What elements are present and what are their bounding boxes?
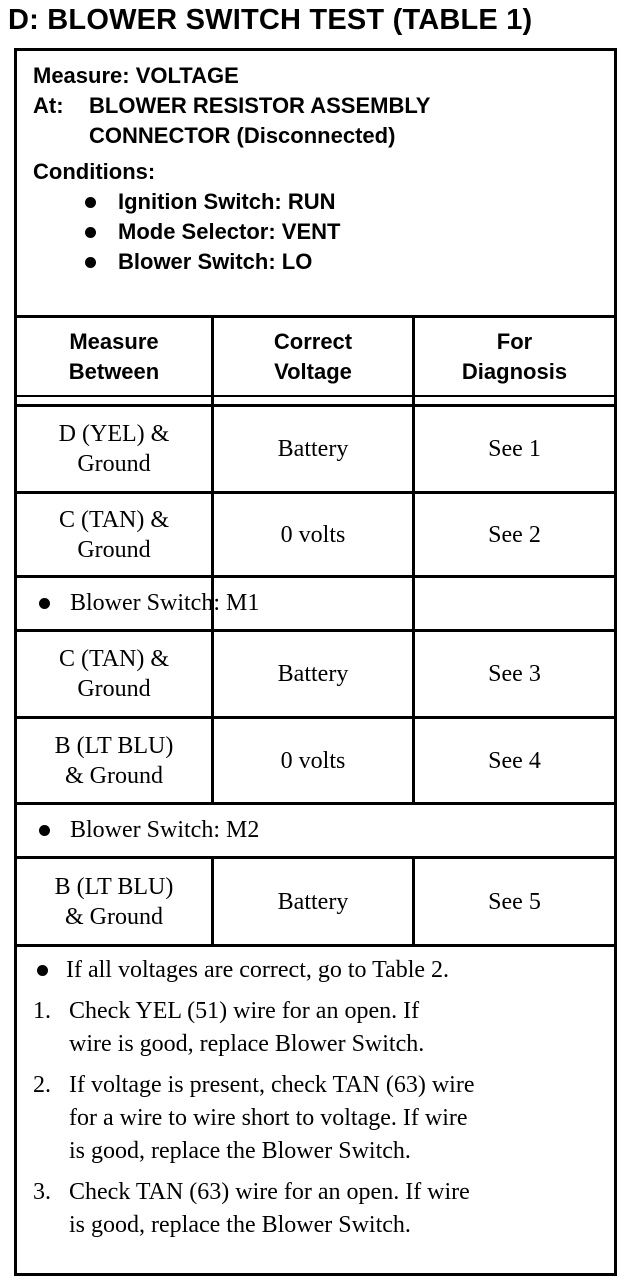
note-number: 2.: [33, 1072, 51, 1098]
cell-for-diagnosis: See 3: [488, 661, 541, 687]
divider: [17, 395, 614, 397]
bullet-icon: [85, 227, 96, 238]
bullet-icon: [37, 965, 48, 976]
conditions-section: [33, 61, 430, 277]
note-number: 1.: [33, 998, 51, 1024]
condition-item: Blower Switch: LO: [85, 247, 430, 277]
at-row: [33, 91, 430, 151]
bullet-icon: [85, 257, 96, 268]
cell-for-diagnosis: See 2: [488, 521, 541, 548]
cell-measure-between: C (TAN) & Ground: [58, 646, 170, 702]
condition-row-m2: Blower Switch: M2: [17, 805, 614, 856]
cell-correct-voltage: Battery: [277, 888, 349, 915]
bullet-icon: [85, 197, 96, 208]
condition-item: Ignition Switch: RUN: [85, 187, 430, 217]
at-line-1: BLOWER RESISTOR ASSEMBLY: [89, 93, 431, 118]
note-item: [33, 1176, 603, 1242]
notes-bullet: If all voltages are correct, go to Table 2.: [33, 954, 603, 987]
conditions-label: Conditions:: [33, 159, 156, 184]
cell-for-diagnosis: See 1: [488, 436, 541, 462]
header-for-diagnosis: For Diagnosis: [461, 328, 568, 384]
header-correct-voltage: Correct Voltage: [273, 328, 353, 384]
page-title: D: BLOWER SWITCH TEST (TABLE 1): [8, 4, 533, 36]
at-line-2: CONNECTOR (Disconnected): [89, 123, 396, 148]
cell-correct-voltage: 0 volts: [280, 521, 346, 548]
condition-item: Mode Selector: VENT: [85, 217, 430, 247]
cell-measure-between: B (LT BLU) & Ground: [54, 732, 174, 789]
note-number: 3.: [33, 1179, 51, 1205]
condition-row-m1: Blower Switch: M1: [17, 578, 614, 629]
cell-correct-voltage: 0 volts: [280, 747, 346, 774]
cell-correct-voltage: Battery: [277, 661, 349, 687]
note-item: [33, 1069, 603, 1168]
measure-label: Measure: VOLTAGE: [33, 63, 239, 88]
notes-section: [33, 954, 603, 1250]
cell-measure-between: C (TAN) & Ground: [58, 506, 170, 563]
cell-measure-between: B (LT BLU) & Ground: [54, 873, 174, 930]
divider: [17, 944, 614, 947]
note-text: Check YEL (51) wire for an open. If wire is good, replace Blower Switch.: [69, 998, 425, 1057]
test-table: [14, 48, 617, 1276]
conditions-list: [85, 187, 430, 277]
cell-measure-between: D (YEL) & Ground: [58, 421, 170, 477]
note-text: If voltage is present, check TAN (63) wire for a wire to wire short to voltage. If wire is good, replace the Blower Switch.: [69, 1072, 475, 1164]
at-label: At:: [33, 93, 64, 118]
note-item: [33, 995, 603, 1061]
at-value: [89, 91, 430, 151]
cell-for-diagnosis: See 5: [488, 888, 541, 915]
note-text: Check TAN (63) wire for an open. If wire is good, replace the Blower Switch.: [69, 1179, 470, 1238]
bullet-icon: [39, 825, 50, 836]
cell-correct-voltage: Battery: [277, 436, 349, 462]
header-measure-between: Measure Between: [68, 328, 160, 384]
cell-for-diagnosis: See 4: [488, 747, 541, 774]
bullet-icon: [39, 598, 50, 609]
